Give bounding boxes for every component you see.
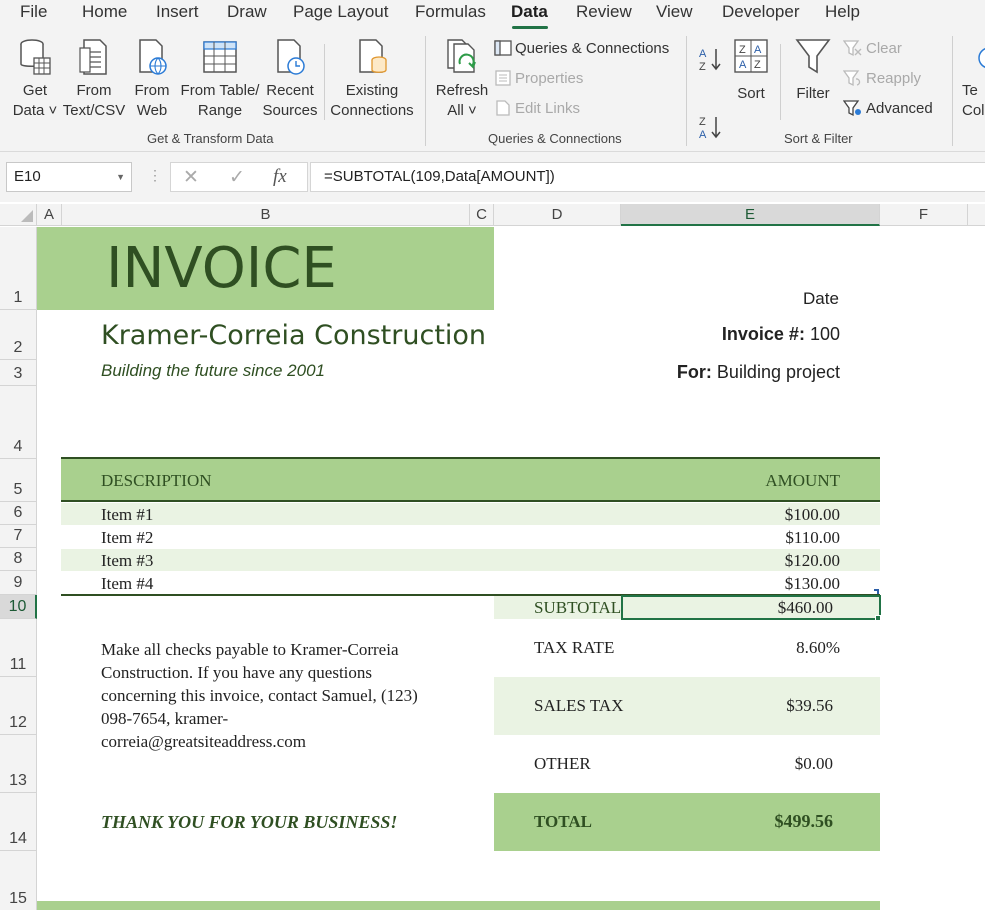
from-text-label-1: From [76,82,112,99]
column-header-next[interactable] [968,204,985,226]
row-number: 14 [9,830,27,847]
text-to-columns-button[interactable] [962,36,985,121]
from-web-label-2: Web [136,102,168,119]
recent-sources-button[interactable] [262,36,318,121]
row-header-15[interactable] [0,851,37,910]
invoice-number-label: Invoice #: [721,324,805,344]
row-number: 7 [13,527,23,544]
sales-tax-label[interactable]: SALES TAX [534,696,624,715]
table-row-amount[interactable]: $110.00 [785,528,840,547]
queries-panel-icon [494,39,512,57]
menu-insert[interactable]: Insert [156,2,199,21]
menu-review[interactable]: Review [576,2,632,21]
refresh-icon [442,36,482,78]
recent-sources-label-1: Recent [266,82,314,99]
row-number: 4 [13,438,23,455]
payment-line: concerning this invoice, contact Samuel, (123) [101,686,418,705]
table-row-description[interactable]: Item #1 [101,505,154,524]
sort-dialog-icon [731,36,771,78]
row-header-5[interactable] [0,459,37,502]
refresh-label-2: All ˅ [447,102,477,119]
invoice-number-cell[interactable] [722,324,840,345]
selected-cell-e10[interactable] [621,595,881,620]
table-row-band [61,549,880,571]
reapply-button[interactable] [843,68,921,90]
formula-input[interactable]: =SUBTOTAL(109,Data[AMOUNT]) [310,162,985,192]
company-name[interactable]: Kramer-Correia Construction [101,320,487,351]
name-box-value: E10 [14,168,41,185]
company-tagline[interactable]: Building the future since 2001 [101,361,325,380]
clock-document-icon [272,36,308,78]
sort-button[interactable] [730,36,772,104]
row-header-12[interactable] [0,677,37,735]
row-header-3[interactable] [0,360,37,386]
other-value[interactable]: $0.00 [794,754,833,773]
row-header-8[interactable] [0,548,37,571]
table-row-description[interactable]: Item #4 [101,574,154,593]
advanced-label: Advanced [866,100,933,117]
for-label: For: [676,362,712,382]
for-value: Building project [716,362,840,382]
funnel-icon [793,36,833,78]
thank-you-note[interactable]: THANK YOU FOR YOUR BUSINESS! [101,812,398,832]
svg-text:A: A [754,44,762,56]
formula-buttons [170,162,308,192]
svg-text:Z: Z [739,44,746,56]
refresh-label-1: Refresh [435,82,489,99]
subtotal-label[interactable]: SUBTOTAL [534,598,622,617]
group-label-queries: Queries & Connections [488,131,622,146]
row-header-11[interactable] [0,619,37,677]
sort-label: Sort [737,85,765,102]
column-header-d[interactable]: D [494,204,621,226]
menu-bar [0,0,985,30]
table-row-amount[interactable]: $130.00 [784,574,840,593]
row-number: 2 [13,339,23,356]
table-row-description[interactable]: Item #3 [101,551,154,570]
payment-line: correia@greatsiteaddress.com [101,732,306,751]
tax-rate-value[interactable]: 8.60% [796,638,840,657]
text-to-columns-label-1: Te [962,82,978,99]
sort-descending-icon [698,114,724,140]
from-table-label-2: Range [197,102,243,119]
divider [324,44,325,120]
filter-label: Filter [796,85,830,102]
row-number: 3 [13,365,23,382]
row-header-13[interactable] [0,735,37,793]
payment-line: Construction. If you have any questions [101,663,373,682]
payment-line: Make all checks payable to Kramer-Correia [101,640,399,659]
tax-rate-label[interactable]: TAX RATE [534,638,615,657]
row-number: 6 [13,504,23,521]
menu-home[interactable]: Home [82,2,128,21]
from-web-button[interactable] [128,36,176,121]
get-data-button[interactable] [12,36,58,121]
from-web-label-1: From [134,82,170,99]
clear-label: Clear [866,40,902,57]
menu-page-layout[interactable]: Page Layout [293,2,389,21]
row-header-9[interactable] [0,571,37,595]
svg-text:A: A [699,48,707,60]
enter-check-icon[interactable]: ✓ [229,167,245,188]
invoice-number-value: 100 [809,324,840,344]
get-data-label-2: Data ˅ [12,102,58,119]
from-text-csv-button[interactable] [62,36,126,121]
row-number: 13 [9,772,27,789]
name-box[interactable] [6,162,132,192]
existing-connections-button[interactable] [328,36,416,121]
svg-text:A: A [699,129,707,140]
payment-line: 098-7654, kramer- [101,709,229,728]
menu-view[interactable]: View [656,2,693,21]
for-cell[interactable] [677,362,840,383]
table-resize-handle[interactable] [874,589,879,594]
payment-instructions[interactable] [101,638,471,753]
existing-conn-label-2: Connections [330,102,414,119]
column-header-e[interactable]: E [621,204,880,226]
menu-developer[interactable]: Developer [722,2,800,21]
sort-a-to-z-button[interactable] [698,46,724,72]
menu-draw[interactable]: Draw [227,2,267,21]
invoice-title: INVOICE [106,236,337,301]
filter-button[interactable] [790,36,836,104]
group-label-get-transform: Get & Transform Data [147,131,274,146]
row-number: 5 [13,481,23,498]
active-tab-indicator [512,26,548,29]
column-header-c[interactable]: C [470,204,494,226]
other-label[interactable]: OTHER [534,754,591,773]
web-page-icon [134,36,170,78]
insert-function-icon[interactable]: fx [273,166,287,187]
group-separator [425,36,426,146]
group-label-sort-filter: Sort & Filter [784,131,853,146]
queries-connections-label: Queries & Connections [515,40,670,57]
from-table-range-button[interactable] [178,36,262,121]
select-all-button[interactable] [0,204,37,226]
sales-tax-value[interactable]: $39.56 [786,696,833,715]
sort-z-to-a-button[interactable] [698,114,724,140]
svg-text:A: A [739,59,747,71]
footer-band [37,901,880,910]
text-to-columns-label-2: Col [962,102,985,119]
row-header-10[interactable] [0,595,37,619]
menu-data[interactable]: Data [511,2,548,21]
row-number: 9 [13,574,23,591]
edit-links-icon [494,99,512,117]
refresh-all-button[interactable] [434,36,490,121]
row-number: 1 [13,289,23,306]
select-all-triangle [21,210,33,222]
column-header-f[interactable]: F [880,204,968,226]
header-amount[interactable]: AMOUNT [765,471,840,490]
sort-ascending-icon [698,46,724,72]
clear-filter-icon [843,39,863,57]
text-file-icon [76,36,112,78]
row-number: 12 [9,714,27,731]
formula-bar [0,152,985,202]
ribbon [0,30,985,152]
column-header-b[interactable]: B [62,204,470,226]
row-header-6[interactable] [0,502,37,525]
row-number: 15 [9,890,27,907]
divider [780,44,781,120]
get-data-label-1: Get [22,82,48,99]
row-number: 8 [13,550,23,567]
advanced-button[interactable] [843,98,933,120]
edit-links-button[interactable] [494,98,580,120]
row-number: 11 [9,656,27,673]
table-row-description[interactable]: Item #2 [101,528,154,547]
connections-icon [354,36,390,78]
group-separator [686,36,687,146]
menu-help[interactable]: Help [825,2,860,21]
row-number: 10 [8,598,27,615]
table-row-amount[interactable]: $120.00 [784,551,840,570]
total-value[interactable]: $499.56 [774,811,833,831]
svg-text:Z: Z [699,116,706,128]
edit-links-label: Edit Links [515,100,581,117]
table-range-icon [200,36,240,78]
row-header-7[interactable] [0,525,37,548]
header-description[interactable]: DESCRIPTION [101,471,212,490]
column-header-a[interactable]: A [37,204,62,226]
from-table-label-1: From Table/ [180,82,260,99]
total-label[interactable]: TOTAL [534,812,592,831]
reapply-filter-icon [843,69,863,87]
svg-text:Z: Z [754,59,761,71]
row-header-1[interactable] [0,227,37,310]
subtotal-value[interactable]: $460.00 [777,598,833,617]
queries-connections-button[interactable] [494,38,669,60]
text-to-columns-icon [967,36,985,78]
cancel-icon[interactable]: ✕ [183,167,199,188]
existing-conn-label-1: Existing [345,82,399,99]
database-table-icon [17,36,53,78]
row-header-4[interactable] [0,386,37,459]
table-row-amount[interactable]: $100.00 [784,505,840,524]
svg-text:Z: Z [699,61,706,72]
advanced-filter-icon [843,99,863,117]
properties-icon [494,69,512,87]
table-row-band [61,503,880,525]
chevron-down-icon[interactable]: ▼ [116,172,125,182]
row-header-2[interactable] [0,310,37,360]
menu-formulas[interactable]: Formulas [415,2,486,21]
fill-handle[interactable] [875,615,881,621]
properties-button[interactable] [494,68,583,90]
properties-label: Properties [515,70,584,87]
reapply-label: Reapply [866,70,922,87]
row-header-14[interactable] [0,793,37,851]
menu-file[interactable]: File [20,2,48,21]
group-separator [952,36,953,146]
clear-button[interactable] [843,38,902,60]
date-label[interactable]: Date [803,289,839,308]
from-text-label-2: Text/CSV [62,102,126,119]
recent-sources-label-2: Sources [262,102,318,119]
drag-handle-icon[interactable]: ⋮ [148,167,161,183]
